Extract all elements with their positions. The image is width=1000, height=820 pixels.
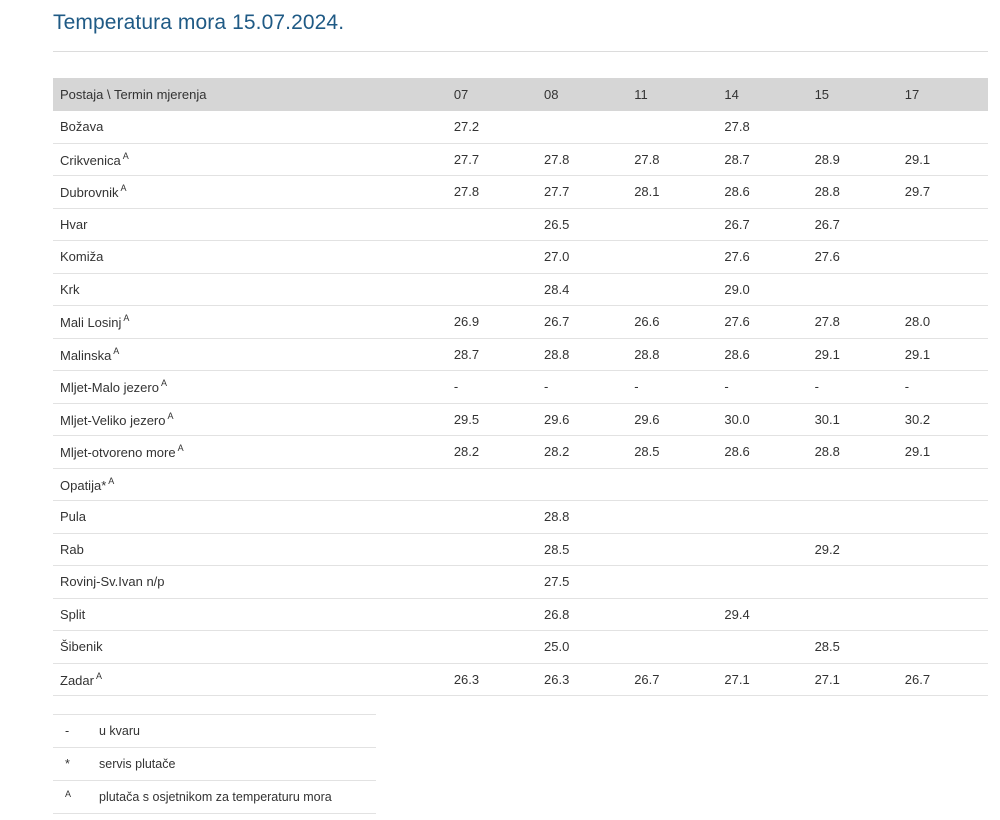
temperature-cell: 27.1: [717, 663, 807, 696]
table-row: [53, 371, 988, 404]
sensor-mark: A: [123, 313, 130, 324]
header-time: 17: [898, 78, 988, 111]
sensor-mark: A: [167, 410, 174, 421]
station-label: Mali Losinj: [60, 315, 122, 331]
station-label: Šibenik: [60, 639, 103, 655]
temperature-cell: [898, 631, 988, 664]
table-row: [53, 436, 988, 469]
station-label: Dubrovnik: [60, 185, 119, 201]
station-name: [53, 306, 447, 339]
temperature-cell: -: [808, 371, 898, 404]
station-name: [53, 208, 447, 241]
station-name: [53, 631, 447, 664]
legend-symbol: [53, 715, 99, 748]
temperature-cell: 28.6: [717, 176, 807, 209]
table-row: [53, 143, 988, 176]
station-label: Mljet-Malo jezero: [60, 380, 159, 396]
temperature-cell: [808, 111, 898, 143]
station-label: Komiža: [60, 249, 104, 265]
station-label: Mljet-Veliko jezero: [60, 412, 166, 428]
table-row: [53, 111, 988, 143]
legend-symbol-text: *: [65, 757, 70, 771]
station-label: Rab: [60, 541, 84, 557]
legend-symbol-text: -: [65, 724, 70, 738]
temperature-cell: 28.1: [627, 176, 717, 209]
station-name: [53, 111, 447, 143]
legend-symbol: [53, 781, 99, 814]
station-name: [53, 143, 447, 176]
temperature-cell: 26.7: [808, 208, 898, 241]
station-label: Crikvenica: [60, 152, 121, 168]
station-label: Split: [60, 606, 86, 622]
table-row: [53, 403, 988, 436]
temperature-cell: 27.7: [537, 176, 627, 209]
sensor-mark: A: [177, 443, 184, 454]
temperature-cell: [717, 566, 807, 599]
table-row: [53, 468, 988, 501]
temperature-cell: 27.8: [627, 143, 717, 176]
temperature-cell: [898, 533, 988, 566]
temperature-cell: [717, 468, 807, 501]
temperature-cell: [447, 273, 537, 306]
temperature-cell: [717, 631, 807, 664]
station-name: [53, 371, 447, 404]
table-row: [53, 566, 988, 599]
sensor-mark: A: [160, 378, 167, 389]
table-header-row: [53, 78, 988, 111]
station-name: [53, 176, 447, 209]
header-time: 07: [447, 78, 537, 111]
temperature-cell: 27.5: [537, 566, 627, 599]
legend-text: u kvaru: [99, 724, 140, 738]
station-name: [53, 273, 447, 306]
legend-text: plutača s osjetnikom za temperaturu mora: [99, 790, 332, 804]
temperature-cell: [808, 598, 898, 631]
temperature-cell: 26.3: [447, 663, 537, 696]
station-label: Božava: [60, 119, 104, 135]
header-time: 15: [808, 78, 898, 111]
temperature-cell: 29.6: [627, 403, 717, 436]
station-name: [53, 598, 447, 631]
temperature-cell: 28.2: [537, 436, 627, 469]
temperature-cell: 27.2: [447, 111, 537, 143]
sensor-mark: A: [113, 345, 120, 356]
legend-table: [53, 714, 376, 814]
header-station: Postaja \ Termin mjerenja: [53, 78, 447, 111]
temperature-cell: [808, 468, 898, 501]
station-label: Zadar: [60, 672, 94, 688]
station-name: [53, 403, 447, 436]
temperature-cell: 29.4: [717, 598, 807, 631]
temperature-cell: 29.7: [898, 176, 988, 209]
temperature-cell: 28.5: [627, 436, 717, 469]
legend-row: [53, 781, 376, 814]
temperature-cell: 27.8: [537, 143, 627, 176]
station-label: Mljet-otvoreno more: [60, 445, 176, 461]
sensor-mark: A: [95, 670, 102, 681]
temperature-cell: 26.9: [447, 306, 537, 339]
table-row: [53, 176, 988, 209]
temperature-cell: 28.2: [447, 436, 537, 469]
table-row: [53, 663, 988, 696]
temperature-cell: 29.1: [808, 338, 898, 371]
legend-row: [53, 748, 376, 781]
station-name: [53, 241, 447, 274]
temperature-cell: 25.0: [537, 631, 627, 664]
station-name: [53, 436, 447, 469]
temperature-cell: [898, 566, 988, 599]
temperature-cell: -: [537, 371, 627, 404]
temperature-cell: 27.8: [447, 176, 537, 209]
table-row: [53, 241, 988, 274]
table-row: [53, 338, 988, 371]
temperature-cell: [717, 501, 807, 534]
station-name: [53, 566, 447, 599]
temperature-cell: 30.2: [898, 403, 988, 436]
temperature-cell: 28.0: [898, 306, 988, 339]
temperature-cell: [627, 468, 717, 501]
temperature-cell: [447, 566, 537, 599]
temperature-cell: -: [447, 371, 537, 404]
temperature-cell: 27.0: [537, 241, 627, 274]
temperature-cell: [447, 501, 537, 534]
temperature-cell: 29.1: [898, 143, 988, 176]
temperature-cell: 28.6: [717, 436, 807, 469]
temperature-cell: 29.1: [898, 338, 988, 371]
page-title: Temperatura mora 15.07.2024.: [53, 11, 345, 34]
temperature-cell: 29.0: [717, 273, 807, 306]
table-row: [53, 208, 988, 241]
temperature-cell: 26.7: [898, 663, 988, 696]
temperature-cell: [447, 533, 537, 566]
temperature-cell: [898, 111, 988, 143]
temperature-cell: [627, 631, 717, 664]
temperature-cell: 28.8: [537, 501, 627, 534]
temperature-cell: 26.7: [717, 208, 807, 241]
table-row: [53, 306, 988, 339]
temperature-cell: 29.2: [808, 533, 898, 566]
temperature-cell: [627, 533, 717, 566]
station-label: Rovinj-Sv.Ivan n/p: [60, 574, 165, 590]
temperature-cell: 29.1: [898, 436, 988, 469]
temperature-cell: 28.8: [627, 338, 717, 371]
temperature-cell: [808, 501, 898, 534]
table-row: [53, 273, 988, 306]
temperature-cell: [898, 241, 988, 274]
temperature-cell: [898, 598, 988, 631]
temperature-cell: 28.7: [447, 338, 537, 371]
temperature-cell: 27.1: [808, 663, 898, 696]
temperature-cell: [627, 598, 717, 631]
legend-row: [53, 715, 376, 748]
temperature-cell: 27.7: [447, 143, 537, 176]
temperature-cell: [627, 241, 717, 274]
sea-temperature-table: [53, 78, 988, 696]
temperature-cell: [898, 468, 988, 501]
station-name: [53, 338, 447, 371]
sensor-mark: A: [122, 150, 129, 161]
temperature-cell: [627, 501, 717, 534]
station-label: Opatija*: [60, 477, 107, 493]
table-row: [53, 533, 988, 566]
temperature-cell: 28.8: [808, 176, 898, 209]
station-name: [53, 533, 447, 566]
temperature-cell: 26.6: [627, 306, 717, 339]
temperature-cell: 28.4: [537, 273, 627, 306]
temperature-cell: [808, 566, 898, 599]
station-name: [53, 468, 447, 501]
temperature-cell: [627, 273, 717, 306]
temperature-cell: 26.7: [627, 663, 717, 696]
table-row: [53, 598, 988, 631]
temperature-cell: 28.8: [537, 338, 627, 371]
temperature-cell: [627, 111, 717, 143]
temperature-cell: -: [717, 371, 807, 404]
temperature-cell: [537, 111, 627, 143]
header-time: 14: [717, 78, 807, 111]
temperature-cell: [717, 533, 807, 566]
station-label: Pula: [60, 509, 87, 525]
header-time: 08: [537, 78, 627, 111]
temperature-cell: 27.6: [717, 306, 807, 339]
temperature-cell: 27.6: [808, 241, 898, 274]
temperature-cell: [898, 501, 988, 534]
table-row: [53, 631, 988, 664]
temperature-cell: 28.8: [808, 436, 898, 469]
temperature-cell: [898, 208, 988, 241]
temperature-cell: 26.8: [537, 598, 627, 631]
station-label: Krk: [60, 281, 80, 297]
station-label: Hvar: [60, 216, 88, 232]
sensor-mark: A: [120, 183, 127, 194]
temperature-cell: [447, 241, 537, 274]
temperature-cell: 30.0: [717, 403, 807, 436]
temperature-cell: 28.5: [537, 533, 627, 566]
table-row: [53, 501, 988, 534]
legend-text: servis plutače: [99, 757, 176, 771]
station-name: [53, 501, 447, 534]
temperature-cell: -: [898, 371, 988, 404]
header-time: 11: [627, 78, 717, 111]
temperature-cell: 29.6: [537, 403, 627, 436]
temperature-cell: 28.9: [808, 143, 898, 176]
temperature-cell: 26.3: [537, 663, 627, 696]
temperature-cell: 27.8: [717, 111, 807, 143]
temperature-cell: [447, 631, 537, 664]
station-label: Malinska: [60, 347, 112, 363]
temperature-cell: 26.5: [537, 208, 627, 241]
temperature-cell: -: [627, 371, 717, 404]
temperature-cell: [627, 208, 717, 241]
legend-symbol-text: A: [65, 788, 72, 799]
station-name: [53, 663, 447, 696]
temperature-cell: [808, 273, 898, 306]
temperature-cell: 28.7: [717, 143, 807, 176]
title-divider: [53, 51, 988, 52]
temperature-cell: 27.6: [717, 241, 807, 274]
temperature-cell: 30.1: [808, 403, 898, 436]
temperature-cell: [447, 208, 537, 241]
temperature-cell: 28.6: [717, 338, 807, 371]
temperature-cell: [447, 598, 537, 631]
temperature-cell: [627, 566, 717, 599]
temperature-cell: 28.5: [808, 631, 898, 664]
temperature-cell: 29.5: [447, 403, 537, 436]
legend-symbol: [53, 748, 99, 781]
temperature-cell: 26.7: [537, 306, 627, 339]
temperature-cell: 27.8: [808, 306, 898, 339]
temperature-cell: [447, 468, 537, 501]
temperature-cell: [537, 468, 627, 501]
sensor-mark: A: [108, 475, 115, 486]
temperature-cell: [898, 273, 988, 306]
